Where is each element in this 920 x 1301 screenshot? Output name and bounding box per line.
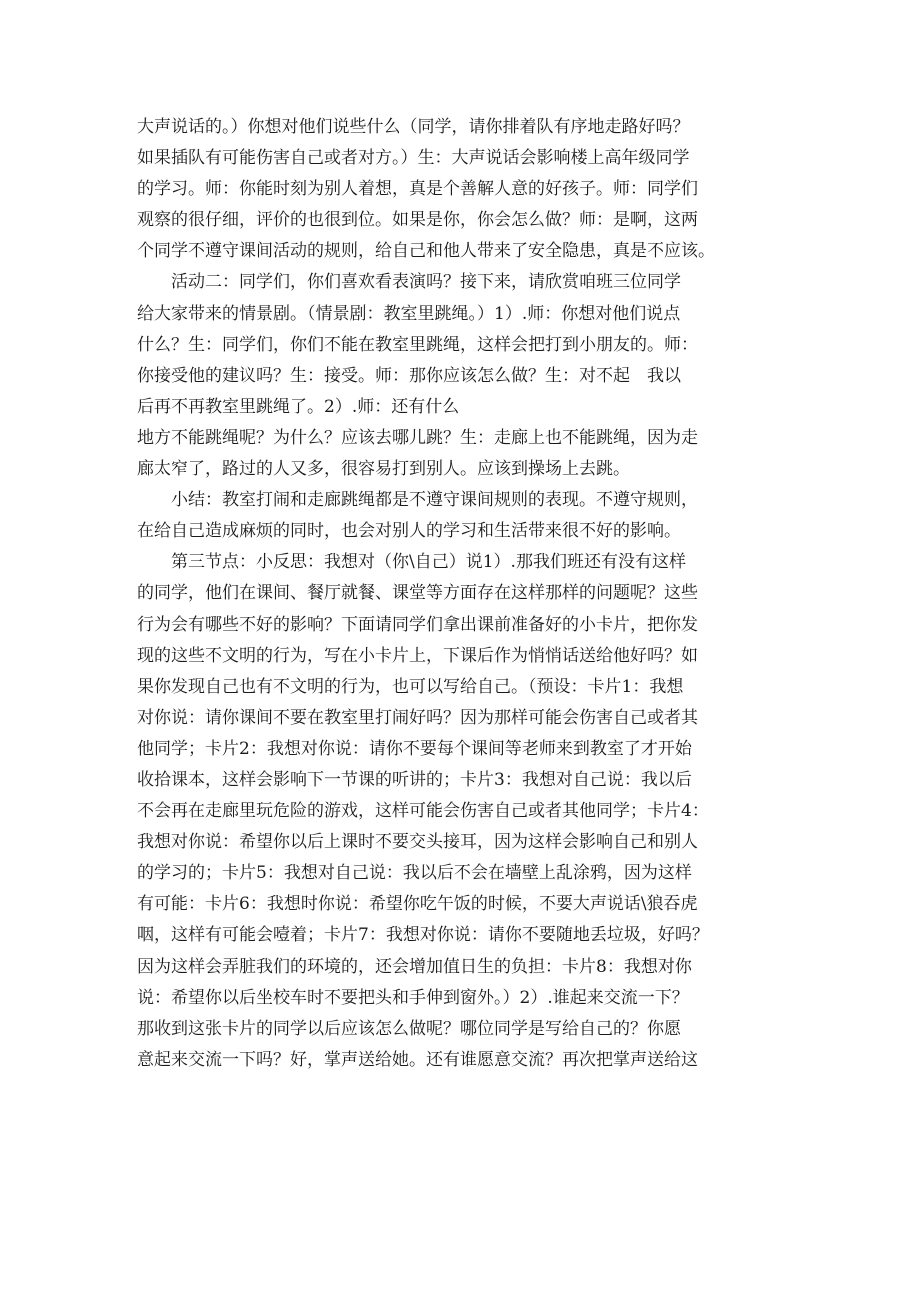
text-line: 说：希望你以后坐校车时不要把头和手伸到窗外。）2）.谁起来交流一下？ (137, 987, 689, 1008)
text-line: 行为会有哪些不好的影响？下面请同学们拿出课前准备好的小卡片，把你发 (137, 614, 698, 635)
text-line: 地方不能跳绳呢？为什么？应该去哪儿跳？生：走廊上也不能跳绳，因为走 (137, 427, 698, 448)
text-line: 对你说：请你课间不要在教室里打闹好吗？因为那样可能会伤害自己或者其 (137, 707, 698, 728)
text-line: 在给自己造成麻烦的同时，也会对别人的学习和生活带来很不好的影响。 (137, 521, 681, 542)
text-line: 廊太窄了，路过的人又多，很容易打到别人。应该到操场上去跳。 (137, 459, 630, 480)
text-line: 你接受他的建议吗？生：接受。师：那你应该怎么做？生：对不起 我以 (137, 365, 681, 386)
text-line: 他同学；卡片2：我想对你说：请你不要每个课间等老师来到教室了才开始 (137, 738, 692, 759)
text-line: 什么？生：同学们，你们不能在教室里跳绳，这样会把打到小朋友的。师： (137, 334, 698, 355)
text-line: 如果插队有可能伤害自己或者对方。）生：大声说话会影响楼上高年级同学 (137, 148, 690, 169)
text-line: 观察的很仔细，评价的也很到位。如果是你，你会怎么做？师：是啊，这两 (137, 210, 698, 231)
text-line: 有可能：卡片6：我想时你说：希望你吃午饭的时候，不要大声说话\狼吞虎 (137, 894, 698, 915)
text-line: 因为这样会弄脏我们的环境的，还会增加值日生的负担：卡片8：我想对你 (137, 956, 692, 977)
text-line: 我想对你说：希望你以后上课时不要交头接耳，因为这样会影响自己和别人 (137, 832, 698, 853)
text-line: 现的这些不文明的行为，写在小卡片上，下课后作为悄悄话送给他好吗？如 (137, 645, 698, 666)
text-line: 不会再在走廊里玩危险的游戏，这样可能会伤害自己或者其他同学；卡片4： (137, 801, 709, 822)
paragraph-summary (137, 485, 793, 547)
text-line: 的学习。师：你能时刻为别人着想，真是个善解人意的好孩子。师：同学们 (137, 179, 698, 200)
text-line: 后再不再教室里跳绳了。2）.师：还有什么 (137, 396, 460, 417)
text-line: 果你发现自己也有不文明的行为，也可以写给自己。（预设：卡片1：我想 (137, 676, 684, 697)
paragraph (137, 112, 793, 267)
text-line: 意起来交流一下吗？好，掌声送给她。还有谁愿意交流？再次把掌声送给这 (137, 1049, 698, 1070)
paragraph-activity-two (137, 267, 793, 422)
text-line: 给大家带来的情景剧。（情景剧：教室里跳绳。）1）.师：你想对他们说点 (137, 303, 681, 324)
paragraph-section-three (137, 547, 793, 1076)
text-line: 小结：教室打闹和走廊跳绳都是不遵守课间规则的表现。不遵守规则， (171, 490, 698, 511)
text-line: 咽，这样有可能会噎着；卡片7：我想对你说：请你不要随地丢垃圾，好吗？ (137, 925, 709, 946)
text-line: 收拾课本，这样会影响下一节课的听讲的；卡片3：我想对自己说：我以后 (137, 769, 692, 790)
text-line: 个同学不遵守课间活动的规则，给自己和他人带来了安全隐患，真是不应该。 (137, 241, 715, 262)
text-line: 活动二：同学们，你们喜欢看表演吗？接下来，请欣赏咱班三位同学 (171, 272, 681, 293)
text-line: 第三节点：小反思：我想对（你\自己）说1）.那我们班还有没有这样 (171, 552, 686, 573)
text-line: 的同学，他们在课间、餐厅就餐、课堂等方面存在这样那样的问题呢？这些 (137, 583, 698, 604)
paragraph (137, 423, 793, 485)
document-body (137, 112, 793, 1076)
text-line: 大声说话的。）你想对他们说些什么（同学，请你排着队有序地走路好吗？ (137, 117, 690, 137)
text-line: 那收到这张卡片的同学以后应该怎么做呢？哪位同学是写给自己的？你愿 (137, 1018, 681, 1039)
text-line: 的学习的；卡片5：我想对自己说：我以后不会在墙壁上乱涂鸦，因为这样 (137, 863, 692, 884)
